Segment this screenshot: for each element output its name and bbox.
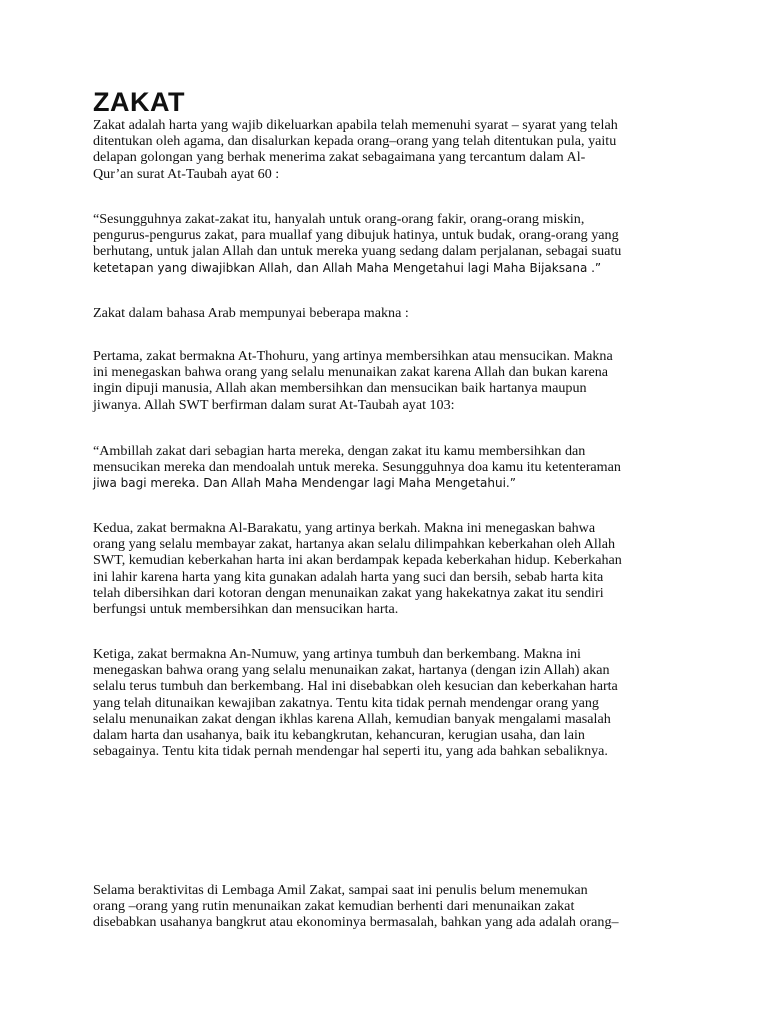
text-line: jiwanya. Allah SWT berfirman dalam surat At-Taubah ayat 103: — [93, 396, 455, 413]
text-line: yang telah ditunaikan kewajiban zakatnya. Tentu kita tidak pernah mendengar orang yang — [93, 694, 599, 711]
text-line: Qur’an surat At-Taubah ayat 60 : — [93, 165, 280, 182]
paragraph-author-experience — [93, 882, 693, 931]
document-title: ZAKAT — [93, 87, 185, 117]
text-line: berhutang, untuk jalan Allah dan untuk mereka yuang sedang dalam perjalanan, sebagai suatu — [93, 243, 622, 260]
text-line: pengurus-pengurus zakat, para muallaf yang dibujuk hatinya, untuk budak, orang-orang yang — [93, 227, 619, 244]
text-line: dalam harta dan usahanya, baik itu kebangkrutan, kehancuran, kerugian usaha, dan lain — [93, 727, 585, 744]
text-line: “Sesungguhnya zakat-zakat itu, hanyalah untuk orang-orang fakir, orang-orang miskin, — [93, 211, 585, 227]
text-line: jiwa bagi mereka. Dan Allah Maha Mendengar lagi Maha Mengetahui.” — [93, 476, 516, 491]
text-line: Selama beraktivitas di Lembaga Amil Zakat, sampai saat ini penulis belum menemukan — [93, 882, 588, 898]
paragraph-second-meaning — [93, 520, 693, 617]
text-line: ditentukan oleh agama, dan disalurkan kepada orang–orang yang telah ditentukan pula, yaitu — [93, 133, 617, 150]
text-line: telah dibersihkan dari kotoran dengan menunaikan zakat yang hakekatnya zakat itu sendiri — [93, 584, 604, 601]
text-line: ini lahir karena harta yang kita gunakan adalah harta yang suci dan bersih, sebab harta kita — [93, 568, 604, 585]
paragraph-first-meaning — [93, 348, 693, 413]
text-line: Zakat adalah harta yang wajib dikeluarkan apabila telah memenuhi syarat – syarat yang telah — [93, 117, 618, 133]
text-line: ketetapan yang diwajibkan Allah, dan Allah Maha Mengetahui lagi Maha Bijaksana .” — [93, 260, 602, 275]
text-line: ini menegaskan bahwa orang yang selalu menunaikan zakat karena Allah dan bukan karena — [93, 364, 608, 381]
paragraph-third-meaning — [93, 646, 693, 759]
text-line: Kedua, zakat bermakna Al-Barakatu, yang artinya berkah. Makna ini menegaskan bahwa — [93, 520, 596, 536]
text-line: orang –orang yang rutin menunaikan zakat kemudian berhenti dari menunaikan zakat — [93, 898, 575, 915]
text-line: mensucikan mereka dan mendoalah untuk mereka. Sesungguhnya doa kamu itu ketenteraman — [93, 459, 621, 476]
text-line: orang yang selalu membayar zakat, hartanya akan selalu dilimpahkan keberkahan oleh Allah — [93, 536, 616, 553]
text-line: Ketiga, zakat bermakna An-Numuw, yang artinya tumbuh dan berkembang. Makna ini — [93, 646, 581, 662]
text-line: Zakat dalam bahasa Arab mempunyai beberapa makna : — [93, 305, 409, 321]
text-line: menegaskan bahwa orang yang selalu menunaikan zakat, hartanya (dengan izin Allah) akan — [93, 662, 610, 679]
text-line: delapan golongan yang berhak menerima zakat sebagaimana yang tercantum dalam Al- — [93, 149, 586, 166]
text-line: selalu menunaikan zakat dengan ikhlas karena Allah, kemudian banyak mengalami masalah — [93, 710, 611, 727]
text-line: berfungsi untuk membersihkan dan mensucikan harta. — [93, 601, 399, 618]
paragraph-meanings-intro — [93, 305, 693, 321]
text-line: disebabkan usahanya bangkrut atau ekonominya bermasalah, bahkan yang ada adalah orang– — [93, 914, 619, 931]
paragraph-quote-at-taubah-103 — [93, 443, 693, 492]
text-line: Pertama, zakat bermakna At-Thohuru, yang artinya membersihkan atau mensucikan. Makna — [93, 348, 613, 364]
text-line: selalu terus tumbuh dan berkembang. Hal ini disebabkan oleh kesucian dan keberkahan harta — [93, 678, 618, 695]
text-line: ingin dipuji manusia, Allah akan membersihkan dan mensucikan baik hartanya maupun — [93, 380, 587, 397]
paragraph-quote-at-taubah-60 — [93, 211, 693, 276]
text-line: SWT, kemudian keberkahan harta ini akan berdampak kepada keberkahan hidup. Keberkahan — [93, 552, 622, 569]
text-line: “Ambillah zakat dari sebagian harta mereka, dengan zakat itu kamu membersihkan dan — [93, 443, 586, 459]
paragraph-definition — [93, 117, 693, 182]
text-line: sebagainya. Tentu kita tidak pernah mendengar hal seperti itu, yang ada bahkan sebaliknya. — [93, 743, 608, 760]
